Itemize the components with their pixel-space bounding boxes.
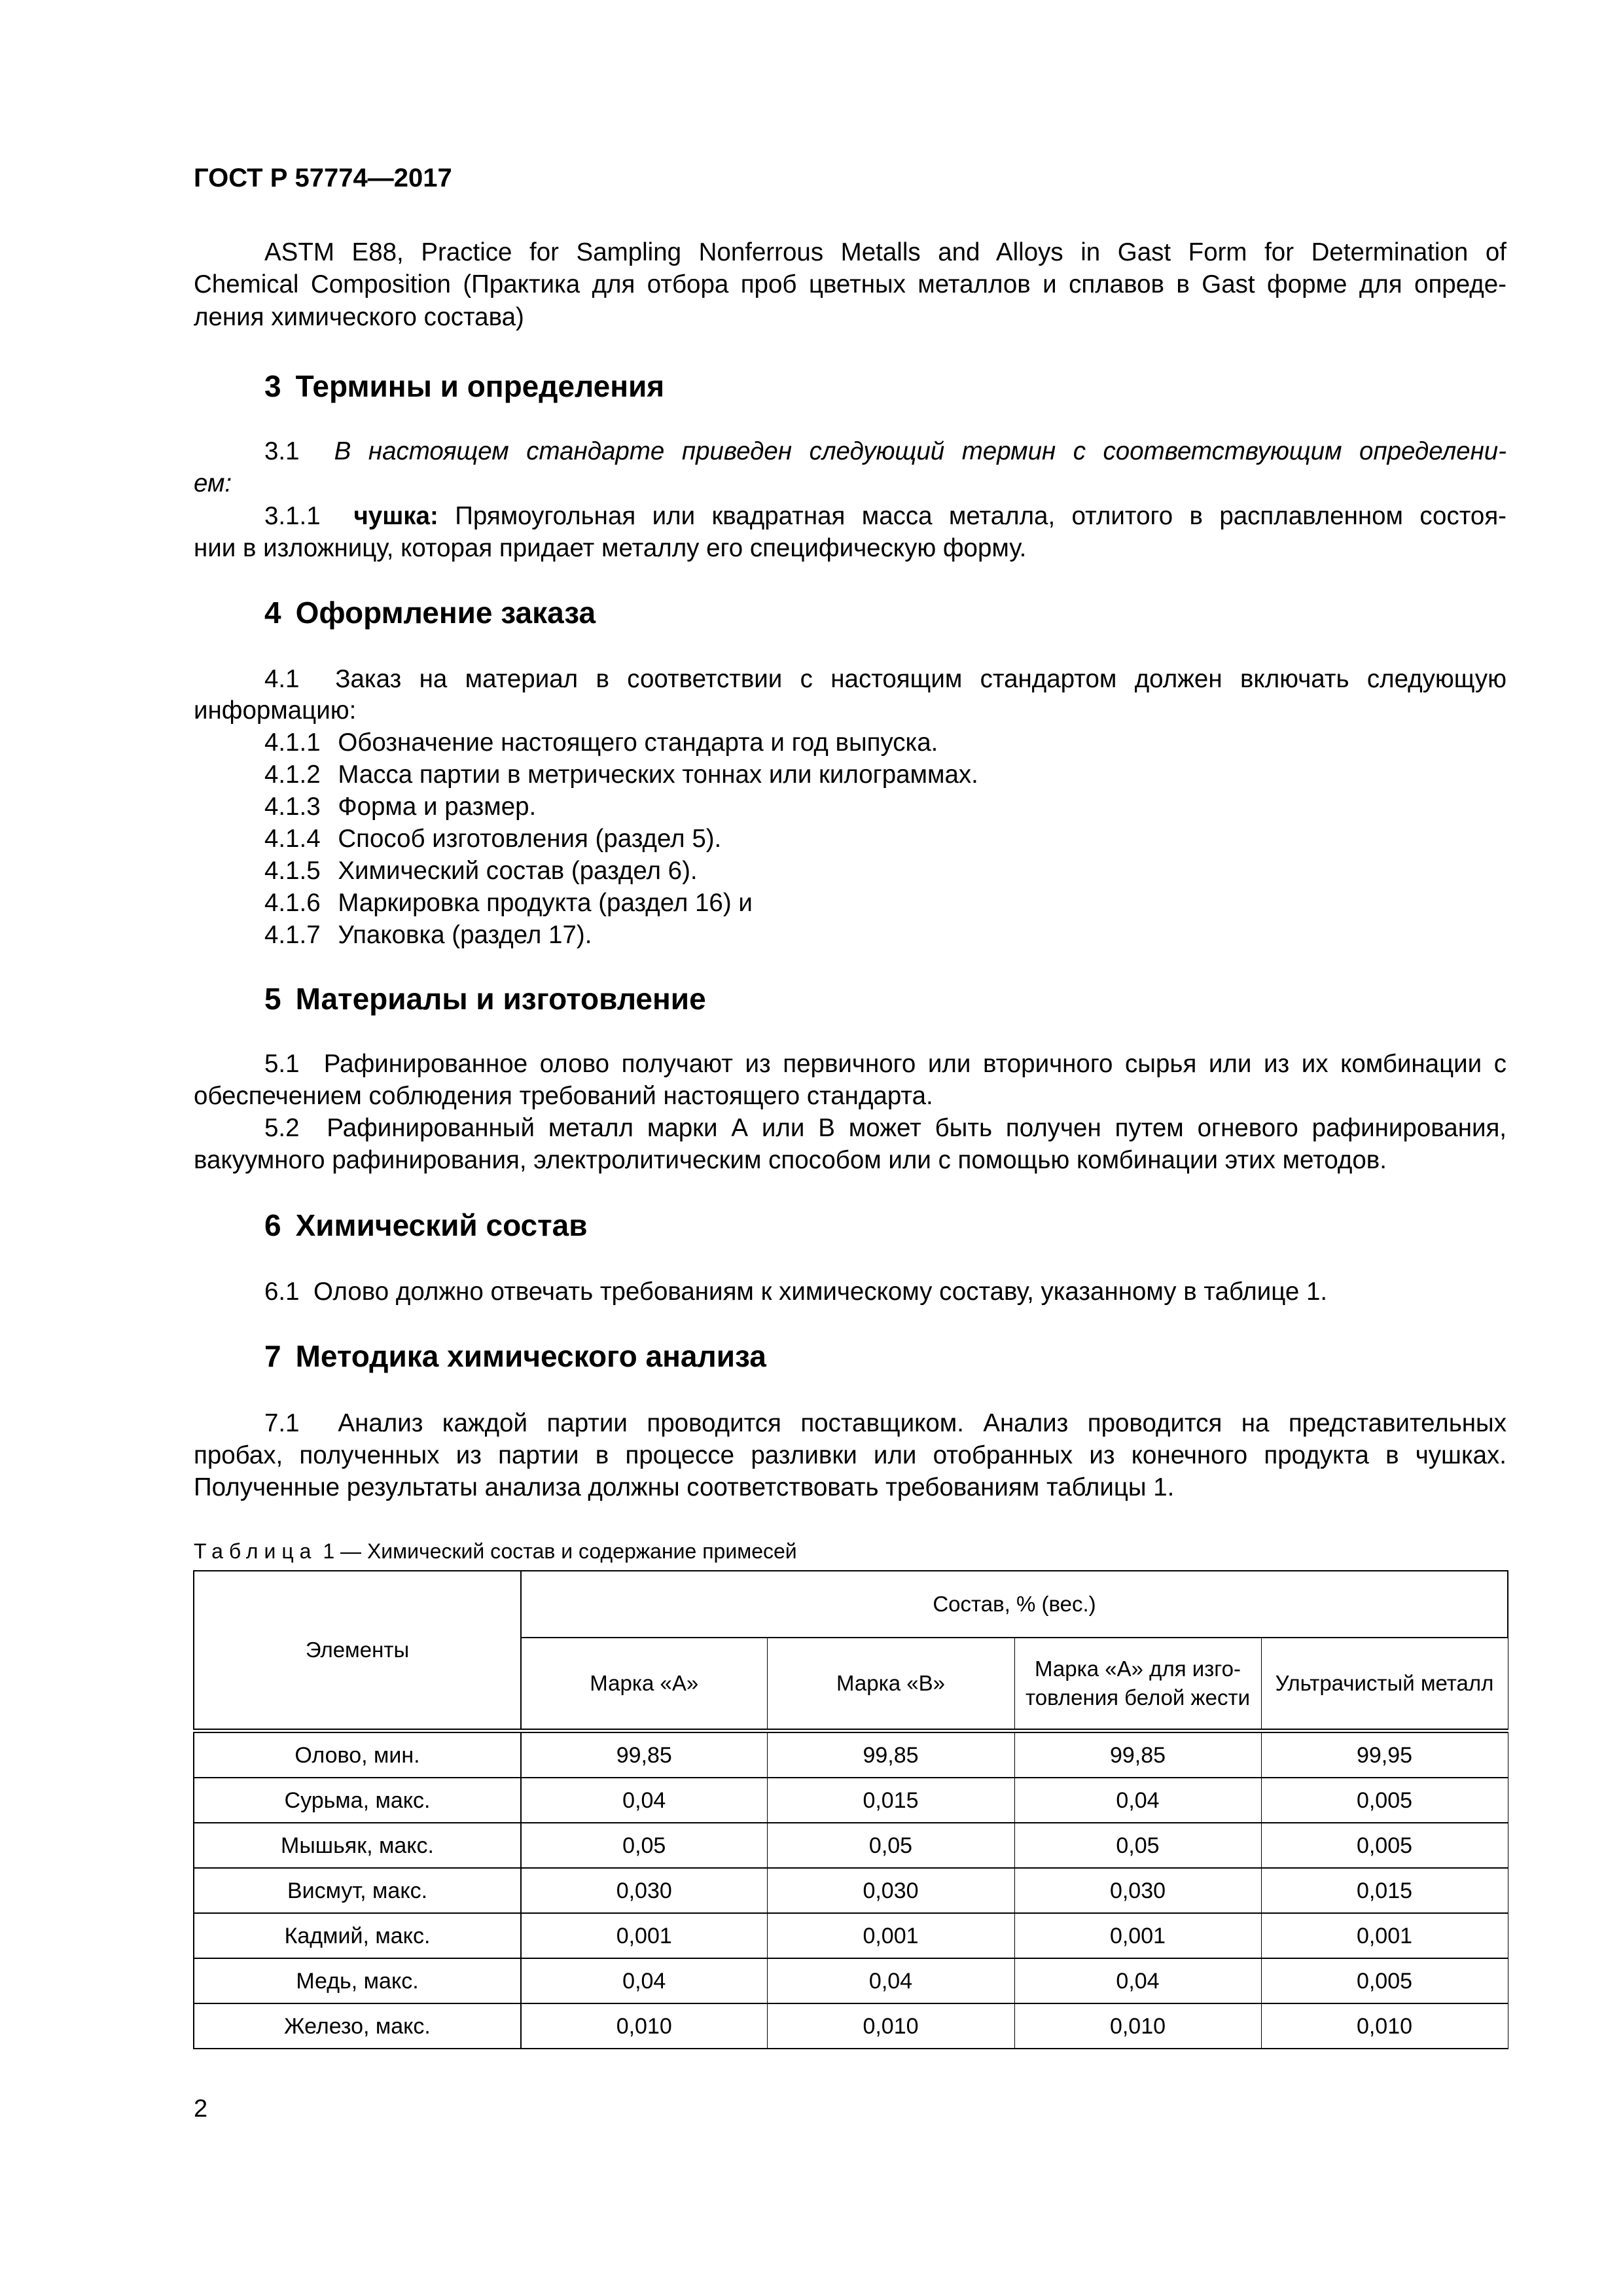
composition-table xyxy=(193,1570,1508,2049)
clause-text: Заказ на материал в соответствии с настоящим стандартом должен включать следующую xyxy=(335,665,1507,693)
clause-number: 5.1 xyxy=(264,1050,300,1078)
table-row xyxy=(194,1913,1508,1958)
cell-element: Медь, макс. xyxy=(194,1958,521,2003)
section-title: Термины и определения xyxy=(295,369,665,403)
cell-grade-a: 0,001 xyxy=(521,1913,767,1958)
term: чушка: xyxy=(353,502,438,530)
cell-grade-a: 0,05 xyxy=(521,1823,767,1868)
item-text: Маркировка продукта (раздел 16) и xyxy=(338,889,753,917)
cell-grade-b: 99,85 xyxy=(767,1731,1014,1778)
cell-ultrapure: 0,005 xyxy=(1261,1823,1508,1868)
table-label: Таблица xyxy=(194,1539,317,1563)
cell-grade-a-tinplate: 99,85 xyxy=(1014,1731,1261,1778)
table-number: 1 xyxy=(323,1539,335,1563)
cell-grade-a-tinplate: 0,04 xyxy=(1014,1778,1261,1823)
cell-grade-a: 0,04 xyxy=(521,1958,767,2003)
table-row xyxy=(194,2003,1508,2049)
item-number: 4.1.3 xyxy=(264,793,321,821)
clause-text: В настоящем стандарте приведен следующий термин с соответствующим определени- xyxy=(334,437,1507,465)
clause-3-1-cont: ем: xyxy=(194,469,232,497)
document-id: ГОСТ Р 57774—2017 xyxy=(194,164,452,192)
list-item-4-1-2 xyxy=(264,759,1507,791)
list-item-4-1-5 xyxy=(264,855,1507,888)
clause-5-2 xyxy=(264,1112,1507,1145)
section-number: 6 xyxy=(264,1208,281,1242)
list-item-4-1-6 xyxy=(264,887,1507,920)
clause-3-1 xyxy=(264,435,1507,468)
clause-number: 7.1 xyxy=(264,1409,300,1437)
item-text: Обозначение настоящего стандарта и год выпуска. xyxy=(338,728,938,757)
section-title: Методика химического анализа xyxy=(295,1339,766,1373)
section-number: 5 xyxy=(264,982,281,1016)
clause-6-1 xyxy=(264,1276,1507,1308)
definition-cont: нии в изложницу, которая придает металлу его специфическую форму. xyxy=(194,534,1027,562)
item-number: 4.1.7 xyxy=(264,921,321,949)
section-number: 3 xyxy=(264,369,281,403)
cell-grade-b: 0,001 xyxy=(767,1913,1014,1958)
item-text: Химический состав (раздел 6). xyxy=(338,857,698,885)
cell-grade-a: 99,85 xyxy=(521,1731,767,1778)
cell-grade-a-tinplate: 0,030 xyxy=(1014,1868,1261,1913)
clause-number: 3.1 xyxy=(264,437,300,465)
cell-grade-a: 0,010 xyxy=(521,2003,767,2049)
cell-element: Мышьяк, макс. xyxy=(194,1823,521,1868)
clause-7-1-cont: Полученные результаты анализа должны соответствовать требованиям таблицы 1. xyxy=(194,1473,1175,1501)
clause-5-1-cont: обеспечением соблюдения требований настоящего стандарта. xyxy=(194,1082,933,1110)
item-text: Упаковка (раздел 17). xyxy=(338,921,592,949)
cell-ultrapure: 0,001 xyxy=(1261,1913,1508,1958)
table-row xyxy=(194,1823,1508,1868)
cell-grade-a-tinplate: 0,05 xyxy=(1014,1823,1261,1868)
cell-ultrapure: 0,005 xyxy=(1261,1778,1508,1823)
reference-line: Chemical Composition (Практика для отбора проб цветных металлов и сплавов в Gast форме для опреде- xyxy=(194,270,1507,298)
cell-element: Олово, мин. xyxy=(194,1731,521,1778)
list-item-4-1-7 xyxy=(264,919,1507,952)
list-item-4-1-1 xyxy=(264,726,1507,759)
cell-grade-b: 0,015 xyxy=(767,1778,1014,1823)
cell-grade-a: 0,04 xyxy=(521,1778,767,1823)
table-caption xyxy=(194,1537,797,1566)
item-text: Форма и размер. xyxy=(338,793,537,821)
cell-ultrapure: 0,015 xyxy=(1261,1868,1508,1913)
clause-text: Рафинированный металл марки А или В может быть получен путем огневого рафинирования, xyxy=(327,1114,1507,1142)
clause-3-1-1 xyxy=(264,500,1507,533)
clause-text: Рафинированное олово получают из первичного или вторичного сырья или из их комбинации с xyxy=(323,1050,1507,1078)
table-row xyxy=(194,1778,1508,1823)
cell-element: Кадмий, макс. xyxy=(194,1913,521,1958)
cell-grade-b: 0,030 xyxy=(767,1868,1014,1913)
cell-grade-a-tinplate: 0,010 xyxy=(1014,2003,1261,2049)
clause-number: 6.1 xyxy=(264,1278,300,1306)
column-header-ultrapure: Ультрачистый металл xyxy=(1261,1638,1508,1731)
cell-element: Висмут, макс. xyxy=(194,1868,521,1913)
cell-grade-a-tinplate: 0,001 xyxy=(1014,1913,1261,1958)
header-line: Марка «А» для изго- xyxy=(1035,1657,1241,1681)
section-heading-6 xyxy=(264,1207,588,1244)
header-line: товления белой жести xyxy=(1025,1685,1251,1710)
table-row xyxy=(194,1731,1508,1778)
list-item-4-1-3 xyxy=(264,791,1507,823)
table-title: — Химический состав и содержание примесей xyxy=(340,1539,797,1563)
cell-element: Сурьма, макс. xyxy=(194,1778,521,1823)
definition-text: Прямоугольная или квадратная масса металла, отлитого в расплавленном состоя- xyxy=(455,502,1507,530)
section-heading-7 xyxy=(264,1338,766,1374)
clause-text: Анализ каждой партии проводится поставщиком. Анализ проводится на представительных xyxy=(338,1409,1507,1437)
clause-4-1-cont: информацию: xyxy=(194,696,357,725)
column-header-elements: Элементы xyxy=(194,1571,521,1731)
cell-ultrapure: 0,010 xyxy=(1261,2003,1508,2049)
page-number: 2 xyxy=(194,2095,208,2123)
cell-grade-b: 0,05 xyxy=(767,1823,1014,1868)
section-heading-3 xyxy=(264,368,664,404)
item-number: 4.1.1 xyxy=(264,728,321,757)
section-heading-5 xyxy=(264,980,706,1017)
item-text: Способ изготовления (раздел 5). xyxy=(338,825,722,853)
item-text: Масса партии в метрических тоннах или килограммах. xyxy=(338,761,978,789)
section-title: Материалы и изготовление xyxy=(295,982,706,1016)
clause-4-1 xyxy=(264,663,1507,696)
cell-grade-b: 0,04 xyxy=(767,1958,1014,2003)
section-title: Химический состав xyxy=(295,1208,588,1242)
table-header-row xyxy=(194,1571,1508,1638)
item-number: 4.1.4 xyxy=(264,825,321,853)
column-header-grade-a-tinplate xyxy=(1014,1638,1261,1731)
clause-5-2-cont: вакуумного рафинирования, электролитическим способом или с помощью комбинации этих методов. xyxy=(194,1146,1387,1174)
item-number: 4.1.6 xyxy=(264,889,321,917)
clause-5-1 xyxy=(264,1048,1507,1081)
cell-ultrapure: 0,005 xyxy=(1261,1958,1508,2003)
item-number: 4.1.2 xyxy=(264,761,321,789)
clause-number: 3.1.1 xyxy=(264,502,321,530)
section-number: 4 xyxy=(264,596,281,630)
reference-line: ления химического состава) xyxy=(194,303,524,331)
column-header-grade-b: Марка «В» xyxy=(767,1638,1014,1731)
item-number: 4.1.5 xyxy=(264,857,321,885)
clause-7-1-cont: пробах, полученных из партии в процессе разливки или отобранных из конечного продукта в чушках. xyxy=(194,1441,1507,1469)
cell-ultrapure: 99,95 xyxy=(1261,1731,1508,1778)
clause-7-1 xyxy=(264,1407,1507,1440)
clause-text: Олово должно отвечать требованиям к химическому составу, указанному в таблице 1. xyxy=(313,1278,1328,1306)
cell-grade-a: 0,030 xyxy=(521,1868,767,1913)
section-number: 7 xyxy=(264,1339,281,1373)
clause-number: 4.1 xyxy=(264,665,300,693)
reference-line: ASTM E88, Practice for Sampling Nonferrous Metalls and Alloys in Gast Form for Determination of xyxy=(264,238,1507,266)
section-title: Оформление заказа xyxy=(295,596,596,630)
column-group-header: Состав, % (вес.) xyxy=(521,1571,1508,1638)
table-row xyxy=(194,1868,1508,1913)
cell-element: Железо, макс. xyxy=(194,2003,521,2049)
cell-grade-b: 0,010 xyxy=(767,2003,1014,2049)
clause-number: 5.2 xyxy=(264,1114,300,1142)
column-header-grade-a: Марка «А» xyxy=(521,1638,767,1731)
list-item-4-1-4 xyxy=(264,823,1507,855)
table-row xyxy=(194,1958,1508,2003)
section-heading-4 xyxy=(264,594,596,631)
cell-grade-a-tinplate: 0,04 xyxy=(1014,1958,1261,2003)
